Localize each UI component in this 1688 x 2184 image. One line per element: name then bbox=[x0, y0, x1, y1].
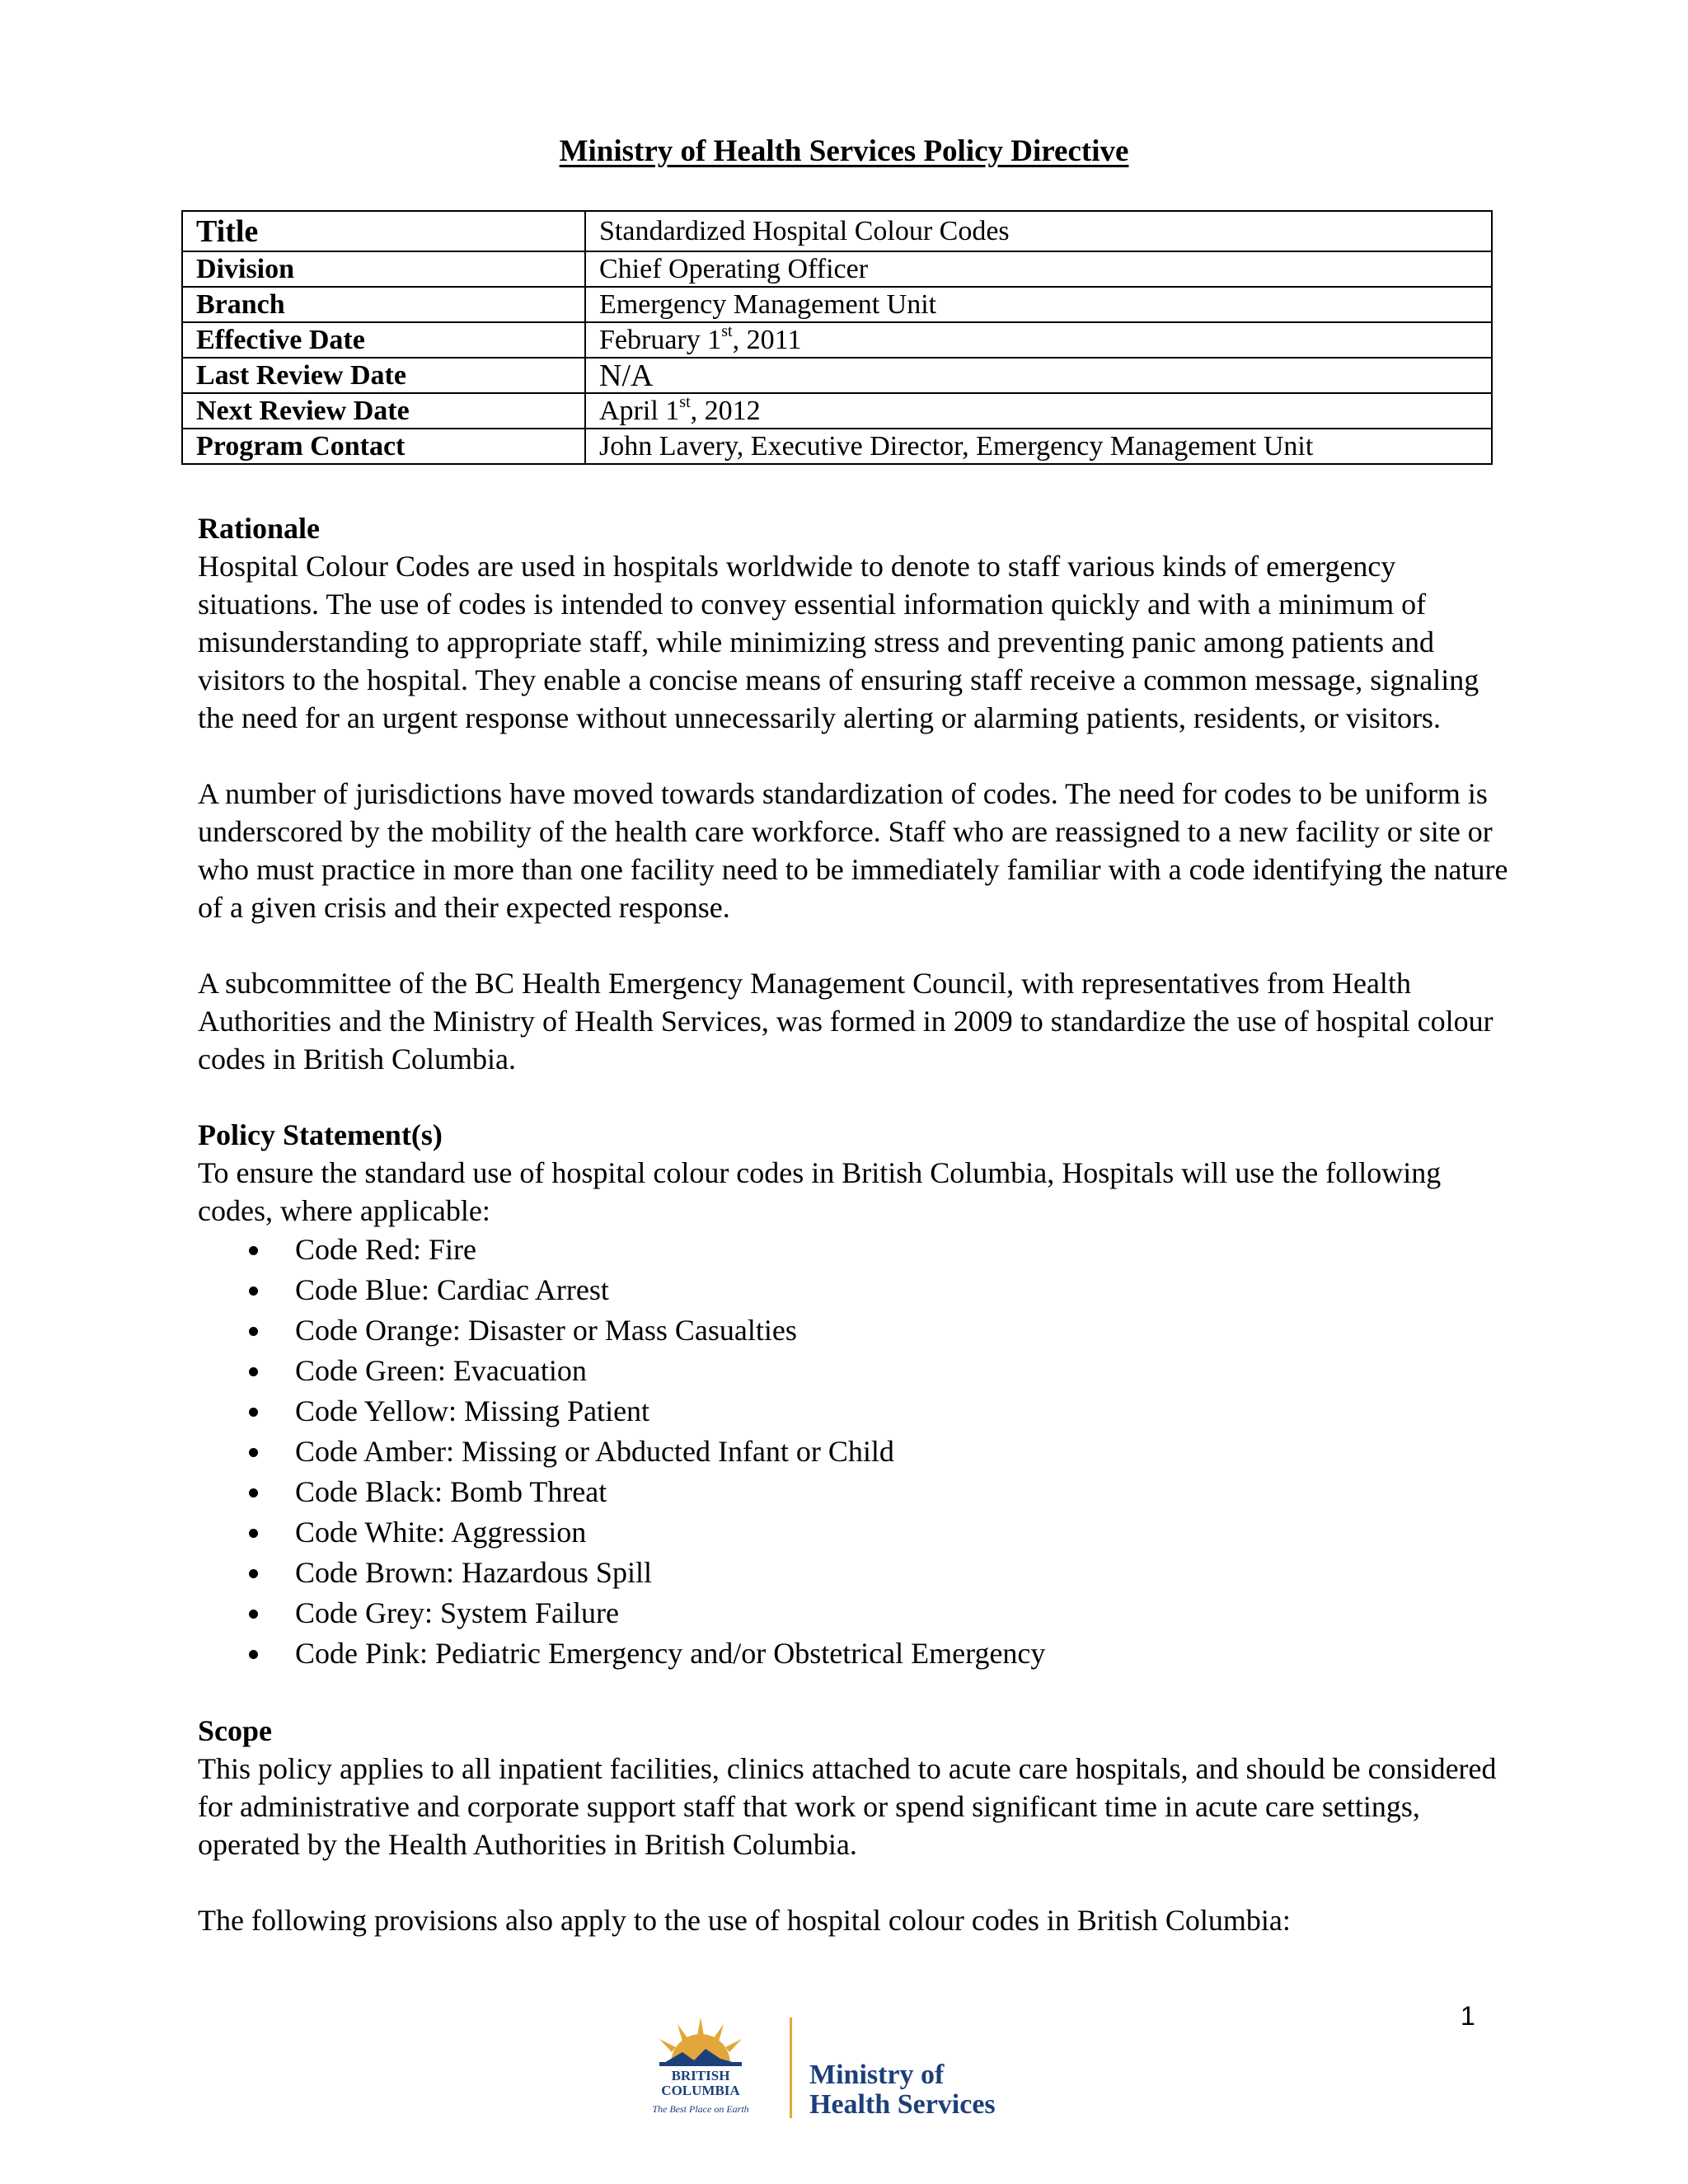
row-value: N/A bbox=[585, 358, 1492, 393]
bullet-icon bbox=[249, 1529, 258, 1538]
row-key: Branch bbox=[182, 287, 585, 322]
table-row bbox=[182, 393, 1492, 429]
date-text: , 2011 bbox=[732, 324, 802, 355]
row-key: Division bbox=[182, 251, 585, 287]
row-key: Program Contact bbox=[182, 429, 585, 464]
list-item: Code Yellow: Missing Patient bbox=[198, 1391, 1517, 1432]
bullet-icon bbox=[249, 1569, 258, 1578]
rationale-heading: Rationale bbox=[198, 512, 320, 545]
list-item: Code Black: Bomb Threat bbox=[198, 1472, 1517, 1512]
rationale-paragraph: A subcommittee of the BC Health Emergency Management Council, with representatives from Health Authorities and the Ministry of Health Services, was formed in 2009 to standardize the use of hospital colour codes in British Columbia. bbox=[198, 967, 1493, 1076]
ministry-line1: Ministry of bbox=[809, 2060, 945, 2090]
row-key: Effective Date bbox=[182, 322, 585, 358]
list-item: Code Pink: Pediatric Emergency and/or Obstetrical Emergency bbox=[198, 1633, 1517, 1674]
list-item: Code Orange: Disaster or Mass Casualties bbox=[198, 1310, 1517, 1351]
list-item: Code Brown: Hazardous Spill bbox=[198, 1553, 1517, 1593]
row-key: Next Review Date bbox=[182, 393, 585, 429]
date-text: , 2012 bbox=[690, 395, 761, 426]
bullet-icon bbox=[249, 1408, 258, 1417]
list-item: Code Green: Evacuation bbox=[198, 1351, 1517, 1391]
list-item: Code Grey: System Failure bbox=[198, 1593, 1517, 1633]
table-row bbox=[182, 287, 1492, 322]
document-body bbox=[198, 509, 1517, 1939]
bullet-icon bbox=[249, 1286, 258, 1296]
table-row bbox=[182, 251, 1492, 287]
date-text: April 1 bbox=[599, 395, 680, 426]
ministry-line2: Health Services bbox=[809, 2089, 996, 2120]
table-row bbox=[182, 211, 1492, 251]
list-item: Code Amber: Missing or Abducted Infant or Child bbox=[198, 1432, 1517, 1472]
bullet-icon bbox=[249, 1448, 258, 1457]
bullet-icon bbox=[249, 1488, 258, 1497]
scope-paragraph: This policy applies to all inpatient facilities, clinics attached to acute care hospitals, and should be considered for administrative and corporate support staff that work or spend significant time in acute care settings, operated by the Health Authorities in British Columbia. bbox=[198, 1752, 1497, 1861]
ordinal-suffix: st bbox=[679, 392, 691, 411]
logo-divider bbox=[790, 2018, 792, 2118]
policy-intro: To ensure the standard use of hospital colour codes in British Columbia, Hospitals will use the following codes, where applicable: bbox=[198, 1156, 1442, 1227]
table-row bbox=[182, 322, 1492, 358]
row-value: John Lavery, Executive Director, Emergency Management Unit bbox=[585, 429, 1492, 464]
bc-tagline: The Best Place on Earth bbox=[652, 2103, 749, 2115]
date-text: February 1 bbox=[599, 324, 722, 355]
colour-code-list bbox=[198, 1230, 1517, 1674]
scope-heading: Scope bbox=[198, 1714, 272, 1747]
table-row bbox=[182, 429, 1492, 464]
bullet-icon bbox=[249, 1246, 258, 1255]
page-title: Ministry of Health Services Policy Directive bbox=[559, 134, 1129, 168]
ordinal-suffix: st bbox=[721, 321, 733, 340]
row-key: Title bbox=[182, 211, 585, 251]
scope-paragraph: The following provisions also apply to the use of hospital colour codes in British Columbia: bbox=[198, 1904, 1291, 1937]
rationale-paragraph: A number of jurisdictions have moved towards standardization of codes. The need for codes to be uniform is underscored by the mobility of the health care workforce. Staff who are reassigned to a new facility or site or who must practice in more than one facility need to be immediately familiar with a code identifying the nature of a given crisis and their expected response. bbox=[198, 777, 1508, 924]
list-item: Code Blue: Cardiac Arrest bbox=[198, 1270, 1517, 1310]
ministry-wordmark bbox=[809, 2060, 996, 2120]
bullet-icon bbox=[249, 1610, 258, 1619]
row-value bbox=[585, 393, 1492, 429]
table-row bbox=[182, 358, 1492, 393]
list-item: Code Red: Fire bbox=[198, 1230, 1517, 1270]
bc-wordmark-line1: BRITISH bbox=[671, 2068, 730, 2083]
list-item: Code White: Aggression bbox=[198, 1512, 1517, 1553]
bullet-icon bbox=[249, 1650, 258, 1659]
policy-metadata-table bbox=[181, 210, 1493, 465]
row-value bbox=[585, 322, 1492, 358]
row-value: Emergency Management Unit bbox=[585, 287, 1492, 322]
row-value: Chief Operating Officer bbox=[585, 251, 1492, 287]
policy-heading: Policy Statement(s) bbox=[198, 1118, 443, 1151]
row-key: Last Review Date bbox=[182, 358, 585, 393]
rationale-paragraph: Hospital Colour Codes are used in hospitals worldwide to denote to staff various kinds of emergency situations. The use of codes is intended to convey essential information quickly and with a minimum of misunderstanding to appropriate staff, while minimizing stress and preventing panic among patients and visitors to the hospital. They enable a concise means of ensuring staff receive a common message, signaling the need for an urgent response without unnecessarily alerting or alarming patients, residents, or visitors. bbox=[198, 550, 1479, 734]
row-value: Standardized Hospital Colour Codes bbox=[585, 211, 1492, 251]
bullet-icon bbox=[249, 1327, 258, 1336]
bc-wordmark-line2: COLUMBIA bbox=[661, 2083, 740, 2098]
footer-logo bbox=[635, 2011, 1030, 2126]
bullet-icon bbox=[249, 1367, 258, 1376]
page-number: 1 bbox=[1461, 2001, 1475, 2031]
